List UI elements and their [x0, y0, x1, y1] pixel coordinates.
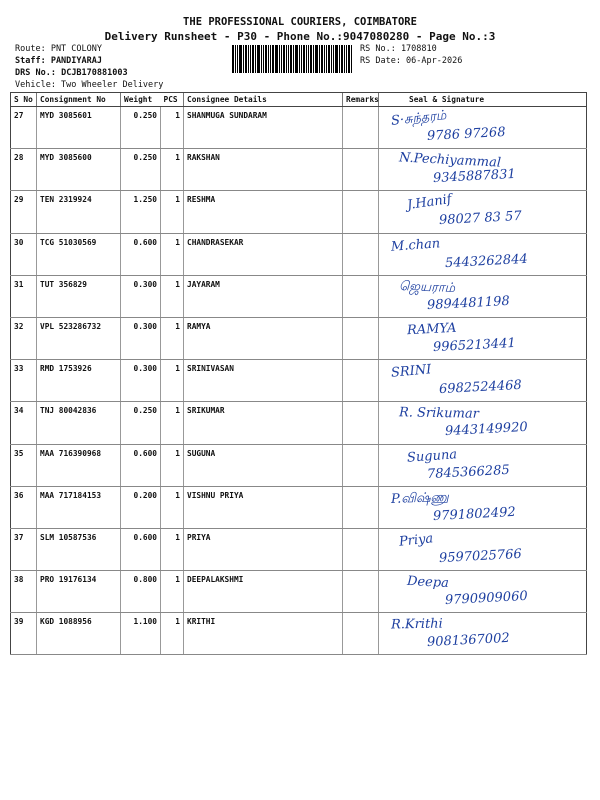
signature-name: Suguna [406, 446, 458, 466]
row-pcs: 1 [161, 402, 184, 444]
row-weight: 0.600 [121, 528, 161, 570]
row-consignee: KRITHI [184, 613, 343, 655]
signature-name: M.chan [390, 235, 441, 255]
row-signature-cell [379, 528, 587, 570]
table-row [11, 233, 587, 275]
row-consignee: PRIYA [184, 528, 343, 570]
handwritten-signature [387, 404, 587, 442]
handwritten-signature [387, 489, 587, 527]
row-consignee: SRIKUMAR [184, 402, 343, 444]
col-signature: Seal & Signature [379, 93, 587, 107]
row-consignment-no: KGD 1088956 [37, 613, 121, 655]
row-weight: 0.200 [121, 486, 161, 528]
row-weight: 0.600 [121, 233, 161, 275]
signature-name: Deepa [406, 573, 450, 592]
row-sno: 31 [11, 275, 37, 317]
row-consignee: VISHNU PRIYA [184, 486, 343, 528]
col-pcs: PCS [161, 93, 184, 107]
signature-phone: 9345887831 [432, 167, 517, 187]
row-weight: 1.250 [121, 191, 161, 233]
table-row [11, 107, 587, 149]
handwritten-signature [387, 109, 587, 147]
row-consignment-no: VPL 523286732 [37, 317, 121, 359]
signature-name: ஜெயராம் [398, 278, 456, 296]
row-consignment-no: TEN 2319924 [37, 191, 121, 233]
row-remarks [343, 613, 379, 655]
table-row [11, 191, 587, 233]
row-consignee: JAYARAM [184, 275, 343, 317]
table-row [11, 360, 587, 402]
row-remarks [343, 402, 379, 444]
row-remarks [343, 149, 379, 191]
row-signature-cell [379, 275, 587, 317]
row-consignment-no: RMD 1753926 [37, 360, 121, 402]
row-consignee: SHANMUGA SUNDARAM [184, 107, 343, 149]
row-remarks [343, 528, 379, 570]
table-row [11, 571, 587, 613]
row-pcs: 1 [161, 233, 184, 275]
row-weight: 0.800 [121, 571, 161, 613]
row-consignee: RAKSHAN [184, 149, 343, 191]
signature-name: RAMYA [406, 320, 457, 339]
row-consignee: SRINIVASAN [184, 360, 343, 402]
row-weight: 0.300 [121, 317, 161, 359]
handwritten-signature [387, 615, 587, 653]
row-consignment-no: MYD 3085601 [37, 107, 121, 149]
row-weight: 0.250 [121, 149, 161, 191]
drs-number [15, 68, 128, 78]
col-weight: Weight [121, 93, 161, 107]
handwritten-signature [387, 193, 587, 231]
row-pcs: 1 [161, 360, 184, 402]
row-remarks [343, 191, 379, 233]
row-pcs: 1 [161, 149, 184, 191]
row-remarks [343, 486, 379, 528]
signature-phone: 7845366285 [426, 462, 511, 482]
signature-name: N.Pechiyammal [398, 150, 502, 171]
row-sno: 39 [11, 613, 37, 655]
row-pcs: 1 [161, 275, 184, 317]
drs-value: DCJB170881003 [61, 68, 128, 78]
table-row [11, 275, 587, 317]
runsheet-table [10, 92, 587, 655]
table-row [11, 149, 587, 191]
row-consignee: CHANDRASEKAR [184, 233, 343, 275]
row-signature-cell [379, 360, 587, 402]
row-consignment-no: PRO 19176134 [37, 571, 121, 613]
row-remarks [343, 360, 379, 402]
row-pcs: 1 [161, 571, 184, 613]
handwritten-signature [387, 236, 587, 274]
signature-phone: 9894481198 [426, 293, 511, 313]
row-signature-cell [379, 402, 587, 444]
row-pcs: 1 [161, 107, 184, 149]
table-row [11, 613, 587, 655]
handwritten-signature [387, 151, 587, 189]
row-pcs: 1 [161, 444, 184, 486]
signature-phone: 6982524468 [438, 377, 523, 398]
row-weight: 0.300 [121, 360, 161, 402]
row-sno: 28 [11, 149, 37, 191]
row-remarks [343, 275, 379, 317]
row-sno: 36 [11, 486, 37, 528]
row-weight: 0.250 [121, 107, 161, 149]
document-subtitle: Delivery Runsheet - P30 - Phone No.:9047080280 - Page No.:3 [104, 30, 496, 43]
col-remarks: Remarks [343, 93, 379, 107]
row-consignment-no: TCG 51030569 [37, 233, 121, 275]
row-signature-cell [379, 486, 587, 528]
row-consignment-no: MYD 3085600 [37, 149, 121, 191]
vehicle-label: Vehicle: Two Wheeler Delivery [15, 80, 164, 90]
signature-name: R.Krithi [390, 616, 443, 633]
row-weight: 0.250 [121, 402, 161, 444]
signature-phone: 5443262844 [444, 251, 529, 271]
table-header-row [11, 93, 587, 107]
signature-name: Priya [398, 531, 434, 550]
table-row [11, 317, 587, 359]
row-signature-cell [379, 149, 587, 191]
signature-name: J.Hanif [406, 192, 453, 214]
row-consignee: DEEPALAKSHMI [184, 571, 343, 613]
row-signature-cell [379, 317, 587, 359]
row-remarks [343, 233, 379, 275]
signature-phone: 9791802492 [432, 504, 517, 524]
row-weight: 0.600 [121, 444, 161, 486]
row-pcs: 1 [161, 317, 184, 359]
row-consignment-no: MAA 716390968 [37, 444, 121, 486]
row-consignment-no: TNJ 80042836 [37, 402, 121, 444]
handwritten-signature [387, 320, 587, 358]
signature-name: S·சுந்தரம் [390, 108, 448, 129]
signature-phone: 98027 83 57 [438, 209, 523, 229]
barcode [232, 45, 356, 73]
row-signature-cell [379, 191, 587, 233]
table-row [11, 444, 587, 486]
rs-date: RS Date: 06-Apr-2026 [360, 56, 463, 66]
row-remarks [343, 571, 379, 613]
row-weight: 0.300 [121, 275, 161, 317]
row-signature-cell [379, 233, 587, 275]
row-sno: 29 [11, 191, 37, 233]
signature-phone: 9597025766 [438, 546, 523, 567]
signature-name: P.விஷ்ணு [390, 489, 450, 507]
signature-phone: 9786 97268 [426, 124, 506, 145]
row-sno: 33 [11, 360, 37, 402]
handwritten-signature [387, 278, 587, 316]
document-title: THE PROFESSIONAL COURIERS, COIMBATORE [183, 16, 417, 28]
row-remarks [343, 444, 379, 486]
signature-phone: 9790909060 [444, 588, 529, 609]
row-remarks [343, 317, 379, 359]
row-consignment-no: MAA 717184153 [37, 486, 121, 528]
handwritten-signature [387, 362, 587, 400]
row-sno: 30 [11, 233, 37, 275]
table-row [11, 402, 587, 444]
row-sno: 37 [11, 528, 37, 570]
signature-name: R. Srikumar [398, 405, 479, 423]
row-consignment-no: TUT 356829 [37, 275, 121, 317]
staff-label: Staff: PANDIYARAJ [15, 56, 102, 66]
row-sno: 35 [11, 444, 37, 486]
route-label: Route: PNT COLONY [15, 44, 102, 54]
drs-label: DRS No.: [15, 68, 56, 78]
signature-phone: 9443149920 [444, 420, 529, 440]
row-signature-cell [379, 444, 587, 486]
row-sno: 34 [11, 402, 37, 444]
col-sno: S No [11, 93, 37, 107]
signature-phone: 9081367002 [426, 631, 511, 651]
row-pcs: 1 [161, 191, 184, 233]
row-signature-cell [379, 107, 587, 149]
row-sno: 38 [11, 571, 37, 613]
row-signature-cell [379, 571, 587, 613]
row-sno: 27 [11, 107, 37, 149]
handwritten-signature [387, 573, 587, 611]
row-pcs: 1 [161, 528, 184, 570]
row-remarks [343, 107, 379, 149]
row-consignment-no: SLM 10587536 [37, 528, 121, 570]
table-row [11, 486, 587, 528]
col-consignee: Consignee Details [184, 93, 343, 107]
row-signature-cell [379, 613, 587, 655]
row-pcs: 1 [161, 613, 184, 655]
row-consignee: RESHMA [184, 191, 343, 233]
row-pcs: 1 [161, 486, 184, 528]
handwritten-signature [387, 531, 587, 569]
signature-phone: 9965213441 [432, 335, 517, 356]
row-sno: 32 [11, 317, 37, 359]
row-consignee: RAMYA [184, 317, 343, 359]
col-consignment: Consignment No [37, 93, 121, 107]
table-row [11, 528, 587, 570]
rs-number: RS No.: 1708810 [360, 44, 437, 54]
signature-name: SRINI [390, 362, 432, 381]
handwritten-signature [387, 447, 587, 485]
row-weight: 1.100 [121, 613, 161, 655]
row-consignee: SUGUNA [184, 444, 343, 486]
